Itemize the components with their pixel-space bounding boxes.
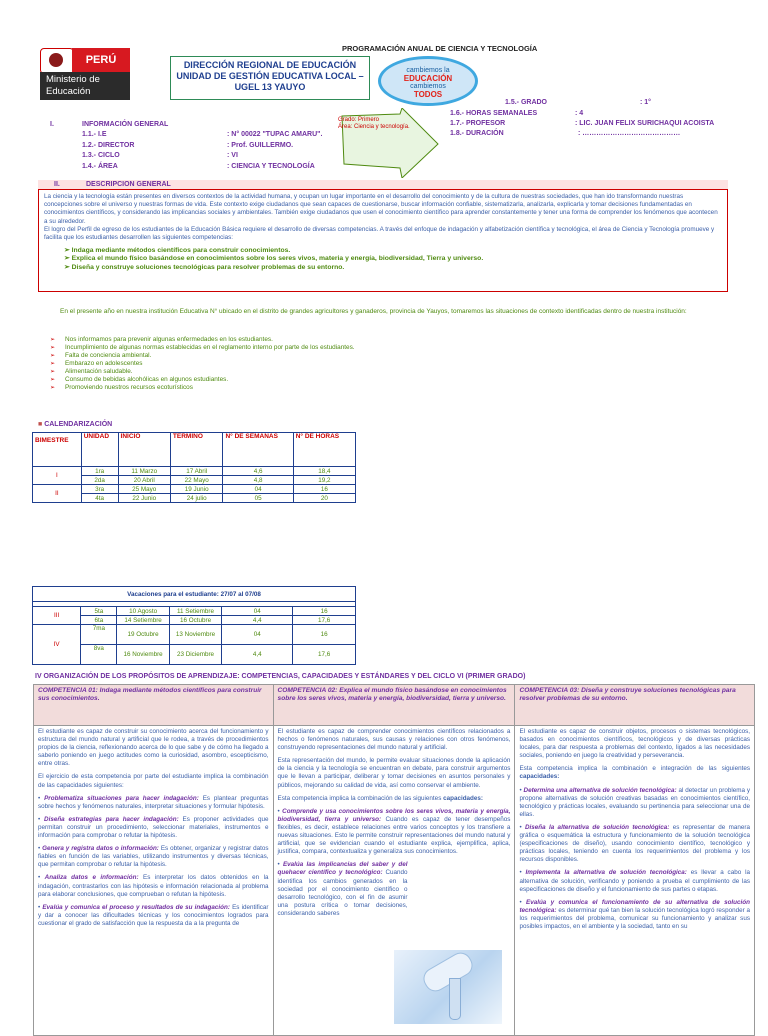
cell-unidad: 2da [81, 476, 118, 485]
capacity-name: Problematiza situaciones para hacer indagación: [44, 794, 199, 802]
cell-termino: 11 Setiembre [169, 607, 221, 616]
cell-inicio: 11 Marzo [118, 467, 170, 476]
logo-country: PERÚ [72, 48, 130, 72]
logo-ministry [40, 72, 130, 100]
info-label-area: 1.4.- ÁREA [82, 163, 118, 170]
cell-inicio: 25 Mayo [118, 485, 170, 494]
competency-3-header: COMPETENCIA 03: Diseña y construye soluciones tecnológicas para resolver problemas de su entorno. [515, 685, 755, 726]
capacity-text: Cuando es capaz de tener desempeños flexibles, es decir, establece relaciones entre varios conceptos y los transfiere a nuevas situaciones. Esto le permite construir representaciones del mundo natural y artificial, que se evidencian cuando el estudiante explica, ejemplifica, aplica, justifica, compara, contextualiza y generaliza sus conocimientos. [277, 815, 511, 856]
calendar-table-2 [32, 586, 356, 665]
capacity-name: Analiza datos e información: [44, 874, 139, 882]
table-row [33, 607, 356, 616]
capacity-name: Evalúa las implicancias del saber y del quehacer científico y tecnológico: [277, 861, 408, 877]
cell-termino: 19 Junio [170, 485, 223, 494]
competency-3-capacities-label: capacidades: [519, 773, 560, 781]
description-paragraph-1: La ciencia y la tecnología están presentes en diversos contextos de la actividad humana, y ocupan un lugar importante en el desarrollo del conocimiento y de la cultura de nuestras sociedades, que han ido transformando nuestras concepciones sobre el universo y nuestras formas de vida. Este contexto exige ciudadanos que sean capaces de cuestionarse, buscar información confiable, sistematizarla, analizarla, explicarla y tomar decisiones fundamentadas en conocimientos científicos, y considerando las implicancias sociales y ambientales. También exige ciudadanos que usen el conocimiento científico para aprender constantemente y tener una forma de comprender los fenómenos que acontecen a su alrededor. [44, 193, 718, 225]
grade-note [338, 117, 410, 131]
table-row [33, 467, 356, 476]
info-value-grado: : 1° [640, 99, 651, 106]
cell-horas: 17,6 [293, 645, 356, 665]
calendar-table-1 [32, 432, 356, 503]
info-label-duracion: 1.8.- DURACIÓN [450, 130, 504, 137]
info-label-director: 1.2.- DIRECTOR [82, 142, 135, 149]
calendar-title [38, 421, 112, 429]
list-item: ➢ Promoviendo nuestros recursos ecoturísticos [50, 384, 355, 392]
capacity-text: es representar de manera gráfica o esquemática la estructura y funcionamiento de la solución tecnológica (especificaciones de diseño), usando conocimiento científico, tecnológico y prácticas locales, teniendo en cuenta los requerimientos del problema y los recursos disponibles. [519, 823, 750, 864]
square-bullet-icon: ■ [38, 421, 43, 428]
list-item: ➢ Nos informamos para prevenir algunas enfermedades en los estudiantes. [50, 336, 355, 344]
glove-icon [419, 950, 476, 995]
section4-title: IV ORGANIZACIÓN DE LOS PROPÓSITOS DE APRENDIZAJE: COMPETENCIAS, CAPACIDADES Y ESTÁNDARES Y DEL CICLO VI (PRIMER GRADO) [35, 673, 526, 680]
competency-3-body [515, 726, 755, 1036]
cell-unidad: 7ma [81, 625, 117, 645]
competency-1: ➢ Indaga mediante métodos científicos para construir conocimientos. [64, 247, 291, 255]
cell-termino: 24 julio [170, 494, 223, 503]
capacity-name: Diseña estrategias para hacer indagación: [44, 815, 179, 823]
table-row [33, 485, 356, 494]
capacity-item: • Evalúa y comunica el funcionamiento de su alternativa de solución tecnológica: es determinar qué tan bien la solución tecnológica logró responder a los requerimientos del problema, comunicar su funcionamiento y analizar sus posibles impactos, en el ambiente y la sociedad, tanto en su [519, 898, 750, 930]
capacity-text: Es obtener, organizar y registrar datos fiables en función de las variables, utilizando instrumentos y diversas técnicas, que permitan comprobar o refutar la hipótesis. [38, 845, 269, 869]
info-section-title: INFORMACIÓN GENERAL [82, 121, 169, 128]
capacity-name: Determina una alternativa de solución tecnológica: [523, 786, 677, 794]
competency-1-paragraph-1: El estudiante es capaz de construir su conocimiento acerca del funcionamiento y estructura del mundo natural y artificial que le rodea, a través de procedimientos propios de la ciencia, reflexionando acerca de lo que sabe y de cómo ha llegado a saberlo poniendo en juego actitudes como la curiosidad, asombro, escepticismo, entre otras. [38, 728, 269, 768]
description-paragraph-2: El logro del Perfil de egreso de los estudiantes de la Educación Básica requiere el desarrollo de diversas competencias. A través del enfoque de indagación y alfabetización científica y tecnológica, el área de Ciencia y Tecnología promueve y facilita que los estudiantes desarrollen las siguientes competencias: [44, 225, 715, 242]
cell-semanas: 4,8 [223, 476, 293, 485]
capacity-text: Es proponer actividades que permitan construir un procedimiento, seleccionar materiales, instrumentos e información para comprobar o refutar la hipótesis. [38, 815, 269, 840]
cell-inicio: 16 Noviembre [117, 645, 169, 665]
list-item: ➢ Incumplimiento de algunas normas establecidas en el reglamento interno por parte de los estudiantes. [50, 344, 355, 352]
capacity-item: • Implementa la alternativa de solución tecnológica: es llevar a cabo la alternativa de solución, verificando y poniendo a prueba el cumplimiento de las especificaciones de diseño y el funcionamiento de sus partes o etapas. [519, 869, 750, 893]
competency-3-paragraph-2-text: Esta competencia implica la combinación e integración de las siguientes [519, 765, 750, 773]
cell-bimestre: III [33, 607, 81, 625]
cell-horas: 20 [293, 494, 355, 503]
competency-2-capacities-label: capacidades: [443, 794, 483, 802]
badge-line2: EDUCACIÓN [403, 74, 453, 83]
competency-1-header: COMPETENCIA 01: Indaga mediante métodos científicos para construir sus conocimientos. [34, 685, 274, 726]
table-row [33, 616, 356, 625]
capacity-item: • Evalúa y comunica el proceso y resultados de su indagación: Es identificar y dar a conocer las dificultades técnicas y los conocimientos logrados para cuestionar el grado de satisfacción que la respuesta da a la pregunta de [38, 903, 269, 927]
grade-note-line1: Grado: Primero [338, 117, 380, 123]
capacity-name: Evalúa y comunica el funcionamiento de su alternativa de solución tecnológica: [519, 898, 750, 914]
capacity-name: Genera y registra datos o información: [42, 845, 159, 853]
table-row [33, 625, 356, 645]
header-bimestre: BIMESTRE [33, 433, 82, 467]
capacity-item: • Diseña estrategias para hacer indagación: Es proponer actividades que permitan construir un procedimiento, seleccionar materiales, instrumentos e información para comprobar o refutar la hipótesis. [38, 815, 269, 840]
coat-of-arms-icon [40, 48, 74, 74]
cell-unidad: 3ra [81, 485, 118, 494]
list-item: ➢ Alimentación saludable. [50, 368, 355, 376]
cell-unidad: 4ta [81, 494, 118, 503]
capacity-text: es determinar qué tan bien la solución tecnológica logró responder a los requerimientos del problema, comunicar su funcionamiento y analizar sus posibles impactos, en el ambiente y la sociedad, tanto en su [519, 906, 750, 930]
info-value-profesor: : LIC. JUAN FELIX SURICHAQUI ACOISTA [575, 120, 715, 127]
badge-line4: TODOS [413, 90, 443, 99]
cell-bimestre: II [33, 485, 82, 503]
dre-title-box: DIRECCIÓN REGIONAL DE EDUCACIÓN UNIDAD DE GESTIÓN EDUCATIVA LOCAL – UGEL 13 YAUYO [170, 56, 370, 100]
context-list [50, 336, 355, 392]
cell-horas: 16 [293, 625, 356, 645]
test-tube-icon [449, 978, 461, 1020]
info-value-ie: : N° 00022 "TUPAC AMARU". [227, 131, 323, 138]
campaign-badge [378, 56, 478, 106]
capacity-item: • Genera y registra datos o información: Es obtener, organizar y registrar datos fiables en función de las variables, utilizando instrumentos y diversas técnicas, que permitan comprobar o refutar la hipótesis. [38, 845, 269, 869]
competency-2-paragraph-3-text: Esta competencia implica la combinación de las siguientes [277, 794, 442, 802]
capacity-text: Es plantear preguntas sobre hechos y fenómenos naturales, interpretar situaciones y formular hipótesis. [38, 794, 269, 810]
capacity-name: Diseña la alternativa de solución tecnológica: [524, 823, 670, 831]
capacity-item: • Diseña la alternativa de solución tecnológica: es representar de manera gráfica o esquemática la estructura y funcionamiento de la solución tecnológica (especificaciones de diseño), usando conocimiento científico, tecnológico y prácticas locales, teniendo en cuenta los requerimientos del problema y los recursos disponibles. [519, 823, 750, 864]
description-title: DESCRIPCION GENERAL [86, 181, 171, 188]
competency-2: ➢ Explica el mundo físico basándose en conocimientos sobre los seres vivos, materia y energía, biodiversidad, Tierra y universo. [64, 255, 484, 263]
cell-semanas: 04 [223, 485, 293, 494]
capacity-name: Comprende y usa conocimientos sobre los seres vivos, materia y energía, biodiversidad, tierra y universo: [277, 807, 511, 823]
cell-unidad: 8va [81, 645, 117, 665]
cell-horas: 16 [293, 607, 356, 616]
capacity-text: es llevar a cabo la alternativa de solución, verificando y poniendo a prueba el cumplimiento de las especificaciones de diseño y el funcionamiento de sus partes o etapas. [519, 869, 750, 893]
capacity-text: Es interpretar los datos obtenidos en la indagación, contrastarlos con las hipótesis e información relacionada al problema para elaborar conclusiones, que comprueban o refutan la hipótesis. [38, 874, 269, 898]
table-row [33, 645, 356, 665]
cell-horas: 16 [293, 485, 355, 494]
capacity-text: Es identificar y dar a conocer las dificultades técnicas y los conocimientos logrados para cuestionar el grado de satisfacción que la respuesta da a la pregunta de [38, 903, 269, 927]
cell-inicio: 19 Octubre [117, 625, 169, 645]
calendar-title-text: CALENDARIZACIÓN [44, 421, 113, 428]
logo-ministry-line2: Educación [46, 86, 91, 97]
competency-1-text: Indaga mediante métodos científicos para construir conocimientos. [71, 247, 291, 255]
cell-termino: 17 Abril [170, 467, 223, 476]
list-item: ➢ Embarazo en adolescentes [50, 360, 355, 368]
table-row [33, 494, 356, 503]
header-horas: N° DE HORAS [293, 433, 355, 467]
cell-bimestre: IV [33, 625, 81, 665]
cell-termino: 23 Diciembre [169, 645, 221, 665]
capacity-text: Cuando identifica los cambios generados en la sociedad por el conocimiento científico o desarrollo tecnológico, con el fin de asumir una postura crítica o tomar decisiones, considerando saberes [277, 869, 408, 917]
competency-1-paragraph-2: El ejercicio de esta competencia por parte del estudiante implica la combinación de las capacidades siguientes: [38, 773, 269, 789]
info-value-area: : CIENCIA Y TECNOLOGÍA [227, 163, 315, 170]
capacity-name: Evalúa y comunica el proceso y resultados de su indagación: [42, 903, 230, 911]
vacation-note: Vacaciones para el estudiante: 27/07 al 07/08 [33, 587, 356, 602]
document-title: PROGRAMACIÓN ANUAL DE CIENCIA Y TECNOLOGÍA [342, 44, 538, 53]
cell-inicio: 10 Agosto [117, 607, 169, 616]
cell-unidad: 6ta [81, 616, 117, 625]
info-label-ie: 1.1.- I.E [82, 131, 107, 138]
info-label-profesor: 1.7.- PROFESOR [450, 120, 506, 127]
badge-line1: cambiemos la [406, 67, 450, 74]
info-label-grado: 1.5.- GRADO [505, 99, 548, 106]
cell-unidad: 1ra [81, 467, 118, 476]
capacity-item: • Analiza datos e información: Es interpretar los datos obtenidos en la indagación, contrastarlos con las hipótesis e información relacionada al problema para elaborar conclusiones, que comprueban o refutan la hipótesis. [38, 874, 269, 898]
cell-semanas: 04 [222, 625, 293, 645]
capacity-name: Implementa la alternativa de solución tecnológica: [525, 869, 687, 877]
cell-semanas: 4,4 [222, 616, 293, 625]
competency-3: ➢ Diseña y construye soluciones tecnológicas para resolver problemas de su entorno. [64, 263, 345, 271]
competency-2-header: COMPETENCIA 02: Explica el mundo físico basándose en conocimientos sobre los seres vivos, materia y energía, biodiversidad, tierra y universo. [273, 685, 515, 726]
info-label-ciclo: 1.3.- CICLO [82, 152, 120, 159]
info-value-duracion: : …………………………………… [578, 130, 681, 137]
description-number: II. [54, 181, 60, 188]
competency-2-paragraph-1: El estudiante es capaz de comprender conocimientos científicos relacionados a hechos o fenómenos naturales, sus causas y relaciones con otros fenómenos, construyendo representaciones del mundo natural y artificial. [277, 728, 511, 752]
info-section-number: I. [50, 121, 54, 128]
competency-3-paragraph-2 [519, 765, 750, 781]
info-value-ciclo: : VI [227, 152, 238, 159]
cell-unidad: 5ta [81, 607, 117, 616]
capacity-item: • Evalúa las implicancias del saber y del quehacer científico y tecnológico: Cuando identifica los cambios generados en la sociedad por el conocimiento científico o desarrollo tecnológico, con el fin de asumir una postura crítica o tomar decisiones, considerando saberes [277, 861, 408, 917]
lab-photo [394, 950, 502, 1024]
header-termino: TERMINO [170, 433, 223, 467]
badge-line3: cambiemos [410, 83, 446, 90]
grade-note-line2: Área: Ciencia y tecnología. [338, 124, 410, 130]
competency-2-text: Explica el mundo físico basándose en conocimientos sobre los seres vivos, materia y energía, biodiversidad, Tierra y universo. [71, 255, 484, 263]
cell-semanas: 4,4 [222, 645, 293, 665]
cell-termino: 22 Mayo [170, 476, 223, 485]
list-item: ➢ Falta de conciencia ambiental. [50, 352, 355, 360]
info-value-horas: : 4 [575, 110, 584, 117]
description-text [44, 193, 722, 272]
table-row [33, 476, 356, 485]
cell-termino: 16 Octubre [169, 616, 221, 625]
capacity-text: al detectar un problema y propone alternativas de solución creativas basadas en conocimientos científico, tecnológico y prácticas locales, evaluando su pertinencia para seleccionar una de ellas. [519, 786, 750, 818]
ministry-logo [40, 48, 130, 100]
cell-semanas: 05 [223, 494, 293, 503]
competency-2-paragraph-2: Esta representación del mundo, le permite evaluar situaciones donde la aplicación de la ciencia y la tecnología se encuentran en debate, para construir argumentos que le llevan a participar, deliberar y tomar decisiones en asuntos personales y públicos, mejorando su calidad de vida, así como conservar el ambiente. [277, 757, 511, 789]
capacity-item: • Determina una alternativa de solución tecnológica: al detectar un problema y propone alternativas de solución creativas basadas en conocimientos científico, tecnológico y prácticas locales, evaluando su pertinencia para seleccionar una de ellas. [519, 786, 750, 818]
info-label-horas: 1.6.- HORAS SEMANALES [450, 110, 538, 117]
competency-3-paragraph-1: El estudiante es capaz de construir objetos, procesos o sistemas tecnológicos, basados en conocimientos científicos, tecnológicos y de diversas prácticas locales, para dar respuesta a problemas del contexto, ligados a las necesidades sociales, poniendo en juego la creatividad y perseverancia. [519, 728, 750, 760]
competency-3-text: Diseña y construye soluciones tecnológicas para resolver problemas de su entorno. [71, 263, 345, 271]
cell-termino: 13 Noviembre [169, 625, 221, 645]
cell-horas: 18,4 [293, 467, 355, 476]
cell-inicio: 20 Abril [118, 476, 170, 485]
list-item: ➢ Consumo de bebidas alcohólicas en algunos estudiantes. [50, 376, 355, 384]
cell-horas: 17,6 [293, 616, 356, 625]
competency-2-paragraph-3 [278, 795, 511, 803]
logo-ministry-line1: Ministerio de [46, 74, 100, 85]
context-intro: En el presente año en nuestra institución Educativa N° ubicado en el distrito de grandes agricultores y ganaderos, provincia de Yauyos, tomaremos las situaciones de contexto identificadas dentro de nuestra institución: [60, 308, 687, 315]
capacity-item: • Comprende y usa conocimientos sobre los seres vivos, materia y energía, biodiversidad, tierra y universo: Cuando es capaz de tener desempeños flexibles, es decir, establece relaciones entre varios conceptos y los transfiere a nuevas situaciones. Esto le permite construir representaciones del mundo natural y artificial, que se evidencian cuando el estudiante explica, ejemplifica, aplica, justifica, compara, contextualiza y generaliza sus conocimientos. [277, 807, 511, 856]
capacity-item: • Problematiza situaciones para hacer indagación: Es plantear preguntas sobre hechos y fenómenos naturales, interpretar situaciones y formular hipótesis. [38, 794, 269, 810]
cell-semanas: 04 [222, 607, 293, 616]
cell-inicio: 14 Setiembre [117, 616, 169, 625]
cell-semanas: 4,6 [223, 467, 293, 476]
header-inicio: INICIO [118, 433, 170, 467]
info-value-director: : Prof. GUILLERMO. [227, 142, 294, 149]
cell-bimestre: I [33, 467, 82, 485]
competency-1-body [34, 726, 274, 1036]
header-unidad: UNIDAD [81, 433, 118, 467]
cell-horas: 19,2 [293, 476, 355, 485]
header-semanas: N° DE SEMANAS [223, 433, 293, 467]
cell-inicio: 22 Junio [118, 494, 170, 503]
